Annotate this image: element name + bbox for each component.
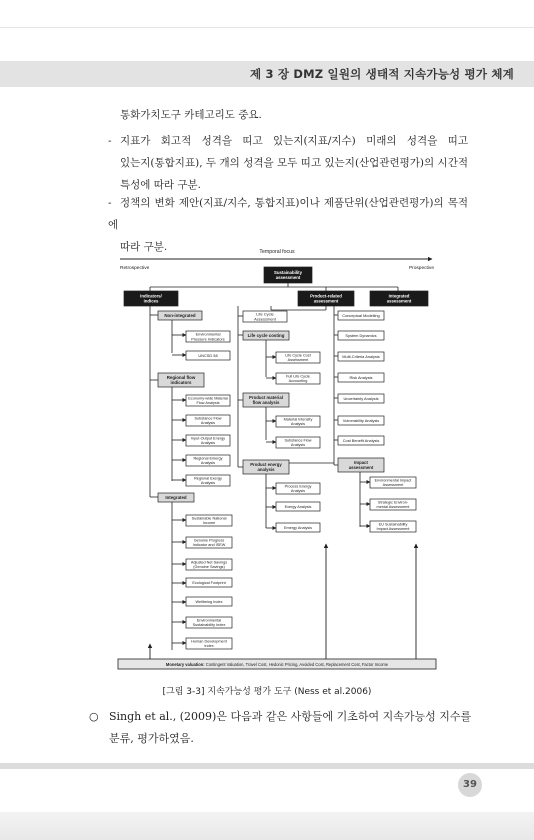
product-energy-item [276,483,320,494]
category-product [298,291,354,306]
impact-item [370,521,416,532]
product-material-item [276,437,320,448]
product-material-item-label: Material Intensity [283,417,313,422]
integrated-item-label: Ecological Footprint [192,580,226,585]
integrated-item-label: Sustainable National [191,516,227,521]
life-cycle-costing-item-label: Life Cycle Cost [285,353,311,358]
prospective-label: Prospective [408,266,434,271]
integrated-assessment-item-label: Conceptual Modelling [342,312,380,318]
integrated-item [186,578,232,587]
integrated-assessment-item [338,416,384,425]
product-energy-item-label: Emergy Analysis [283,525,313,530]
category-indicators-label: Indicators/ [140,293,162,299]
retrospective-label: Retrospective [120,266,150,271]
product-energy-item-label: Analysis [290,489,306,494]
category-product-label: Product-related [310,293,342,299]
sustainability-assessment-node-label: Sustainability [274,269,302,275]
impact-item-label: EU Sustainability [378,522,408,527]
product-material-flow-node-label: flow analysis [252,400,280,406]
product-energy-node [243,460,289,474]
regional-flow-item-label: Regional Exergy [194,476,222,481]
category-indicators [124,291,178,306]
integrated-item [186,617,232,628]
product-material-flow-node [243,393,289,407]
product-energy-item-label: Process Energy [284,484,312,489]
non-integrated-item-label: UNCSD 58 [198,352,218,358]
non-integrated-node-label: Non-integrated [164,313,196,319]
temporal-focus-label: Temporal focus [259,249,295,255]
life-cycle-costing-item-label: Assessment [287,358,309,363]
singh-line-2: 분류, 평가하였음. [109,732,194,745]
integrated-assessment-item [338,373,384,382]
footer-rule [0,763,534,769]
product-material-item-label: Substance Flow [284,438,312,443]
regional-flow-item-label: Input-Output Energy [190,436,226,441]
integrated-item-label: Environmental [196,618,222,623]
page-number: 39 [458,773,482,797]
sustainability-tools-diagram [116,245,438,677]
sustainability-assessment-node-label: assessment [275,275,301,281]
regional-flow-item-label: Analysis [200,421,216,426]
regional-flow-item [186,455,230,466]
product-energy-item [276,523,320,532]
bullet-temporal-line-3: 특성에 따라 구분. [120,179,202,191]
bullet-temporal [108,130,468,196]
life-cycle-assessment-node-label: Assessment [254,316,276,322]
impact-item [370,477,416,488]
regional-flow-item-label: Analysis [200,481,216,486]
integrated-item-label: Sustainability Index [192,623,226,628]
category-integrated-label: assessment [386,298,412,304]
integrated-item-label: Adjusted Net Savings [190,560,228,565]
product-energy-item-label: Exergy Analysis [284,504,312,509]
impact-item-label: Environmental Impact [374,478,412,483]
non-integrated-item-label: Pressure Indicators [191,336,225,342]
dash-mark: - [108,135,112,147]
life-cycle-costing-item [276,373,320,384]
product-energy-node-label: Product energy [250,461,282,467]
integrated-item [186,537,232,548]
life-cycle-costing-node-label: Life cycle costing [247,333,285,339]
figure-caption: [그림 3-3] 지속가능성 평가 도구 (Ness et al.2006) [162,687,372,697]
bottom-shade [0,812,534,840]
regional-flow-item-label: Analysis [200,461,216,466]
regional-flow-item [186,415,230,426]
integrated-item-label: Indicator and ISEW [192,543,226,548]
life-cycle-assessment-node-label: Life Cycle [256,311,274,317]
impact-assessment-node [338,458,384,472]
life-cycle-costing-item-label: Full Life Cycle [286,374,310,379]
integrated-item-label: Human Development [191,639,227,644]
integrated-assessment-item-label: Multi-Criteria Analysis [342,353,380,359]
impact-item-label: Strategic Environ- [377,500,409,505]
regional-flow-item-label: Analysis [200,441,216,446]
impact-assessment-node-label: Impact [354,459,368,465]
impact-item-label: Impact Assessment [376,527,410,532]
regional-flow-node [158,373,204,387]
intro-line: 통화가치도구 카테고리도 중요. [120,109,262,121]
regional-flow-item [186,395,230,406]
product-material-item-label: Analysis [290,422,306,427]
impact-item-label: mental Assessment [376,505,410,510]
integrated-assessment-item-label: Risk Analysis [349,374,373,380]
integrated-assessment-item [338,352,384,361]
integrated-item-label: Genuine Progress [193,538,225,543]
integrated-assessment-item [338,394,384,403]
chapter-title: 제 3 장 DMZ 일원의 생태적 지속가능성 평가 체계 [249,67,514,81]
monetary-valuation-label: Monetary valuation: Contingent Valuation, Travel Cost, Hedonic Pricing, Avoided Cost, Replacement Cost, Factor Income [165,662,389,667]
singh-paragraph [89,706,479,750]
product-energy-node-label: analysis [257,467,275,473]
integrated-item-label: Index [204,644,214,649]
regional-flow-node-label: indicators [170,380,192,386]
integrated-node [158,493,194,502]
life-cycle-assessment-node [243,311,287,322]
integrated-assessment-item [338,331,384,340]
bullet-purpose-line-1: - 정책의 변화 제안(지표/지수, 통합지표)이나 제품단위(산업관련평가)의 목적에 [108,192,468,236]
integrated-assessment-item [338,311,384,320]
impact-item [370,499,416,510]
non-integrated-item [186,351,230,360]
dash-mark: - [108,197,112,209]
singh-line-1: ○ Singh et al., (2009)은 다음과 같은 사항들에 기초하여 지속가능성 지수를 [89,706,479,728]
life-cycle-costing-item-label: Accounting [288,379,308,384]
regional-flow-item-label: Regional Emergy [193,456,223,461]
product-material-item-label: Analysis [290,443,306,448]
regional-flow-item-label: Substance Flow [194,416,222,421]
integrated-assessment-item [338,436,384,445]
integrated-assessment-item-label: Cost Benefit Analysis [342,437,380,443]
integrated-assessment-item-label: Uncertainty Analysis [343,395,379,401]
category-product-label: assessment [313,298,339,304]
product-material-flow-node-label: Product material [249,394,283,400]
category-indicators-label: indices [143,298,159,304]
top-strip [0,0,534,28]
product-material-item [276,416,320,427]
non-integrated-item [186,331,230,342]
integrated-item [186,597,232,606]
regional-flow-item-label: Flow Analysis [196,401,220,406]
non-integrated-item-label: Environmental [195,331,221,337]
integrated-assessment-item-label: Vulnerability Analysis [342,417,380,423]
category-integrated-label: Integrated [388,293,410,299]
product-energy-item [276,502,320,511]
regional-flow-node-label: Regional flow [166,374,196,380]
non-integrated-node [158,311,202,320]
life-cycle-costing-node [243,331,289,340]
integrated-assessment-item-label: System Dynamics [345,332,377,338]
integrated-node-label: Integrated [165,495,187,501]
bullet-purpose-line-2: 따라 구분. [120,241,168,253]
impact-assessment-node-label: assessment [348,465,374,471]
category-integrated [370,291,428,306]
integrated-item [186,638,232,649]
integrated-item-label: (Genuine Savings) [193,565,225,570]
circle-bullet-icon: ○ [89,710,99,723]
sustainability-assessment-node [264,267,312,283]
integrated-item [186,559,232,570]
bullet-temporal-line-1: - 지표가 회고적 성격을 띠고 있는지(지표/지수) 미래의 성격을 띠고 [108,130,468,152]
impact-item-label: Assessment [382,483,404,488]
integrated-item-label: Wellbeing Index [195,599,223,604]
integrated-item-label: Income [202,521,216,526]
integrated-item [186,515,232,526]
regional-flow-item [186,475,230,486]
regional-flow-item [186,435,230,446]
bullet-temporal-line-2: 있는지(통합지표), 두 개의 성격을 모두 띠고 있는지(산업관련평가)의 시간적 [120,157,468,169]
regional-flow-item-label: Economy-wide Material [188,396,228,401]
life-cycle-costing-item [276,352,320,363]
